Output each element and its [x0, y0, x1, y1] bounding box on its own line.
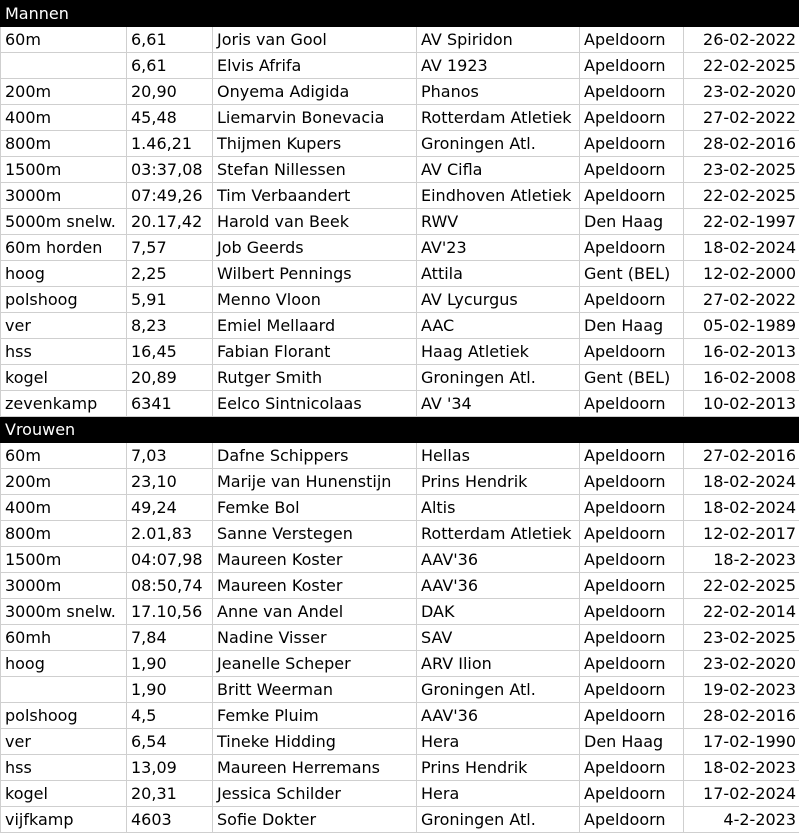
event-cell: 400m: [1, 495, 127, 521]
club-cell: AAC: [417, 313, 580, 339]
event-cell: [1, 53, 127, 79]
club-cell: AV Spiridon: [417, 27, 580, 53]
performance-cell: 04:07,98: [127, 547, 213, 573]
table-row: [1, 625, 799, 651]
event-cell: 800m: [1, 131, 127, 157]
athlete-cell: Nadine Visser: [213, 625, 417, 651]
table-row: [1, 131, 799, 157]
club-cell: Groningen Atl.: [417, 807, 580, 833]
athlete-cell: Wilbert Pennings: [213, 261, 417, 287]
venue-cell: Apeldoorn: [580, 27, 684, 53]
performance-cell: 1,90: [127, 677, 213, 703]
venue-cell: Apeldoorn: [580, 235, 684, 261]
event-cell: 200m: [1, 79, 127, 105]
venue-cell: Apeldoorn: [580, 391, 684, 417]
table-row: [1, 287, 799, 313]
date-cell: 27-02-2022: [684, 105, 799, 131]
athlete-cell: Elvis Afrifa: [213, 53, 417, 79]
event-cell: kogel: [1, 781, 127, 807]
section-header: [1, 1, 799, 27]
table-row: [1, 521, 799, 547]
performance-cell: 7,03: [127, 443, 213, 469]
venue-cell: Apeldoorn: [580, 495, 684, 521]
venue-cell: Apeldoorn: [580, 677, 684, 703]
venue-cell: Apeldoorn: [580, 79, 684, 105]
performance-cell: 6,61: [127, 27, 213, 53]
event-cell: 400m: [1, 105, 127, 131]
venue-cell: Apeldoorn: [580, 339, 684, 365]
table-row: [1, 313, 799, 339]
event-cell: 3000m snelw.: [1, 599, 127, 625]
event-cell: hss: [1, 755, 127, 781]
performance-cell: 4,5: [127, 703, 213, 729]
table-row: [1, 703, 799, 729]
venue-cell: Apeldoorn: [580, 157, 684, 183]
athlete-cell: Job Geerds: [213, 235, 417, 261]
athlete-cell: Menno Vloon: [213, 287, 417, 313]
athlete-cell: Jessica Schilder: [213, 781, 417, 807]
table-row: [1, 365, 799, 391]
event-cell: ver: [1, 729, 127, 755]
athlete-cell: Maureen Herremans: [213, 755, 417, 781]
table-row: [1, 573, 799, 599]
event-cell: hoog: [1, 651, 127, 677]
date-cell: 26-02-2022: [684, 27, 799, 53]
event-cell: 1500m: [1, 547, 127, 573]
club-cell: Hera: [417, 781, 580, 807]
venue-cell: Apeldoorn: [580, 105, 684, 131]
club-cell: Groningen Atl.: [417, 677, 580, 703]
performance-cell: 20,31: [127, 781, 213, 807]
date-cell: 12-02-2000: [684, 261, 799, 287]
date-cell: 18-02-2024: [684, 495, 799, 521]
performance-cell: 07:49,26: [127, 183, 213, 209]
table-row: [1, 755, 799, 781]
date-cell: 22-02-2025: [684, 573, 799, 599]
athlete-cell: Marije van Hunenstijn: [213, 469, 417, 495]
club-cell: Groningen Atl.: [417, 365, 580, 391]
date-cell: 22-02-2014: [684, 599, 799, 625]
date-cell: 16-02-2008: [684, 365, 799, 391]
club-cell: AV'23: [417, 235, 580, 261]
event-cell: ver: [1, 313, 127, 339]
date-cell: 22-02-1997: [684, 209, 799, 235]
athlete-cell: Dafne Schippers: [213, 443, 417, 469]
table-row: [1, 807, 799, 833]
date-cell: 28-02-2016: [684, 703, 799, 729]
performance-cell: 6341: [127, 391, 213, 417]
date-cell: 22-02-2025: [684, 53, 799, 79]
event-cell: 60m horden: [1, 235, 127, 261]
event-cell: kogel: [1, 365, 127, 391]
date-cell: 18-02-2024: [684, 469, 799, 495]
club-cell: Prins Hendrik: [417, 755, 580, 781]
table-row: [1, 183, 799, 209]
table-row: [1, 443, 799, 469]
club-cell: Altis: [417, 495, 580, 521]
table-row: [1, 599, 799, 625]
table-row: [1, 261, 799, 287]
venue-cell: Apeldoorn: [580, 521, 684, 547]
event-cell: 800m: [1, 521, 127, 547]
athlete-cell: Eelco Sintnicolaas: [213, 391, 417, 417]
event-cell: 60mh: [1, 625, 127, 651]
date-cell: 05-02-1989: [684, 313, 799, 339]
athlete-cell: Femke Bol: [213, 495, 417, 521]
club-cell: AV Cifla: [417, 157, 580, 183]
table-row: [1, 157, 799, 183]
table-row: [1, 781, 799, 807]
performance-cell: 03:37,08: [127, 157, 213, 183]
table-row: [1, 79, 799, 105]
club-cell: Phanos: [417, 79, 580, 105]
date-cell: 17-02-1990: [684, 729, 799, 755]
athlete-cell: Femke Pluim: [213, 703, 417, 729]
section-title: Mannen: [1, 1, 799, 27]
athlete-cell: Jeanelle Scheper: [213, 651, 417, 677]
date-cell: 12-02-2017: [684, 521, 799, 547]
performance-cell: 1,90: [127, 651, 213, 677]
date-cell: 19-02-2023: [684, 677, 799, 703]
athlete-cell: Liemarvin Bonevacia: [213, 105, 417, 131]
athlete-cell: Joris van Gool: [213, 27, 417, 53]
athlete-cell: Tineke Hidding: [213, 729, 417, 755]
event-cell: 5000m snelw.: [1, 209, 127, 235]
table-row: [1, 105, 799, 131]
performance-cell: 2.01,83: [127, 521, 213, 547]
table-row: [1, 729, 799, 755]
performance-cell: 20.17,42: [127, 209, 213, 235]
date-cell: 18-2-2023: [684, 547, 799, 573]
club-cell: Rotterdam Atletiek: [417, 105, 580, 131]
date-cell: 16-02-2013: [684, 339, 799, 365]
performance-cell: 49,24: [127, 495, 213, 521]
venue-cell: Apeldoorn: [580, 703, 684, 729]
venue-cell: Apeldoorn: [580, 131, 684, 157]
table-row: [1, 677, 799, 703]
event-cell: [1, 677, 127, 703]
club-cell: AAV'36: [417, 703, 580, 729]
date-cell: 23-02-2020: [684, 651, 799, 677]
performance-cell: 4603: [127, 807, 213, 833]
venue-cell: Apeldoorn: [580, 755, 684, 781]
date-cell: 27-02-2022: [684, 287, 799, 313]
date-cell: 23-02-2025: [684, 625, 799, 651]
event-cell: vijfkamp: [1, 807, 127, 833]
athlete-cell: Harold van Beek: [213, 209, 417, 235]
date-cell: 17-02-2024: [684, 781, 799, 807]
performance-cell: 08:50,74: [127, 573, 213, 599]
section-header: [1, 417, 799, 443]
performance-cell: 5,91: [127, 287, 213, 313]
performance-cell: 6,54: [127, 729, 213, 755]
date-cell: 23-02-2020: [684, 79, 799, 105]
performance-cell: 7,84: [127, 625, 213, 651]
venue-cell: Gent (BEL): [580, 365, 684, 391]
event-cell: 60m: [1, 443, 127, 469]
table-row: [1, 235, 799, 261]
athlete-cell: Fabian Florant: [213, 339, 417, 365]
venue-cell: Apeldoorn: [580, 781, 684, 807]
athlete-cell: Tim Verbaandert: [213, 183, 417, 209]
club-cell: AAV'36: [417, 573, 580, 599]
athlete-cell: Sanne Verstegen: [213, 521, 417, 547]
table-row: [1, 495, 799, 521]
event-cell: hoog: [1, 261, 127, 287]
venue-cell: Apeldoorn: [580, 625, 684, 651]
club-cell: Rotterdam Atletiek: [417, 521, 580, 547]
date-cell: 10-02-2013: [684, 391, 799, 417]
venue-cell: Apeldoorn: [580, 443, 684, 469]
event-cell: zevenkamp: [1, 391, 127, 417]
event-cell: polshoog: [1, 703, 127, 729]
club-cell: Prins Hendrik: [417, 469, 580, 495]
athlete-cell: Maureen Koster: [213, 573, 417, 599]
event-cell: 3000m: [1, 573, 127, 599]
performance-cell: 45,48: [127, 105, 213, 131]
venue-cell: Apeldoorn: [580, 573, 684, 599]
athlete-cell: Sofie Dokter: [213, 807, 417, 833]
club-cell: AV 1923: [417, 53, 580, 79]
event-cell: 200m: [1, 469, 127, 495]
table-row: [1, 53, 799, 79]
venue-cell: Apeldoorn: [580, 547, 684, 573]
performance-cell: 2,25: [127, 261, 213, 287]
club-cell: ARV Ilion: [417, 651, 580, 677]
date-cell: 28-02-2016: [684, 131, 799, 157]
athlete-cell: Anne van Andel: [213, 599, 417, 625]
venue-cell: Apeldoorn: [580, 183, 684, 209]
club-cell: Eindhoven Atletiek: [417, 183, 580, 209]
table-row: [1, 469, 799, 495]
performance-cell: 16,45: [127, 339, 213, 365]
venue-cell: Den Haag: [580, 209, 684, 235]
club-cell: SAV: [417, 625, 580, 651]
table-row: [1, 339, 799, 365]
event-cell: 1500m: [1, 157, 127, 183]
club-cell: Hera: [417, 729, 580, 755]
performance-cell: 23,10: [127, 469, 213, 495]
athlete-cell: Onyema Adigida: [213, 79, 417, 105]
event-cell: 3000m: [1, 183, 127, 209]
performance-cell: 1.46,21: [127, 131, 213, 157]
club-cell: AV Lycurgus: [417, 287, 580, 313]
date-cell: 18-02-2024: [684, 235, 799, 261]
section-title: Vrouwen: [1, 417, 799, 443]
athlete-cell: Stefan Nillessen: [213, 157, 417, 183]
table-row: [1, 27, 799, 53]
performance-cell: 7,57: [127, 235, 213, 261]
performance-cell: 20,89: [127, 365, 213, 391]
athlete-cell: Thijmen Kupers: [213, 131, 417, 157]
athlete-cell: Maureen Koster: [213, 547, 417, 573]
club-cell: Haag Atletiek: [417, 339, 580, 365]
venue-cell: Apeldoorn: [580, 651, 684, 677]
performance-cell: 20,90: [127, 79, 213, 105]
event-cell: hss: [1, 339, 127, 365]
venue-cell: Apeldoorn: [580, 599, 684, 625]
table-row: [1, 391, 799, 417]
performance-cell: 6,61: [127, 53, 213, 79]
event-cell: polshoog: [1, 287, 127, 313]
club-cell: Hellas: [417, 443, 580, 469]
table-row: [1, 651, 799, 677]
athlete-cell: Rutger Smith: [213, 365, 417, 391]
club-cell: AV '34: [417, 391, 580, 417]
venue-cell: Apeldoorn: [580, 807, 684, 833]
table-row: [1, 209, 799, 235]
date-cell: 22-02-2025: [684, 183, 799, 209]
performance-cell: 13,09: [127, 755, 213, 781]
venue-cell: Den Haag: [580, 729, 684, 755]
date-cell: 18-02-2023: [684, 755, 799, 781]
performance-cell: 8,23: [127, 313, 213, 339]
venue-cell: Apeldoorn: [580, 287, 684, 313]
date-cell: 27-02-2016: [684, 443, 799, 469]
club-cell: RWV: [417, 209, 580, 235]
club-cell: Groningen Atl.: [417, 131, 580, 157]
venue-cell: Gent (BEL): [580, 261, 684, 287]
venue-cell: Den Haag: [580, 313, 684, 339]
date-cell: 23-02-2025: [684, 157, 799, 183]
records-body: [1, 1, 799, 833]
athlete-cell: Britt Weerman: [213, 677, 417, 703]
venue-cell: Apeldoorn: [580, 53, 684, 79]
performance-cell: 17.10,56: [127, 599, 213, 625]
club-cell: DAK: [417, 599, 580, 625]
athlete-cell: Emiel Mellaard: [213, 313, 417, 339]
event-cell: 60m: [1, 27, 127, 53]
venue-cell: Apeldoorn: [580, 469, 684, 495]
date-cell: 4-2-2023: [684, 807, 799, 833]
club-cell: Attila: [417, 261, 580, 287]
table-row: [1, 547, 799, 573]
club-cell: AAV'36: [417, 547, 580, 573]
